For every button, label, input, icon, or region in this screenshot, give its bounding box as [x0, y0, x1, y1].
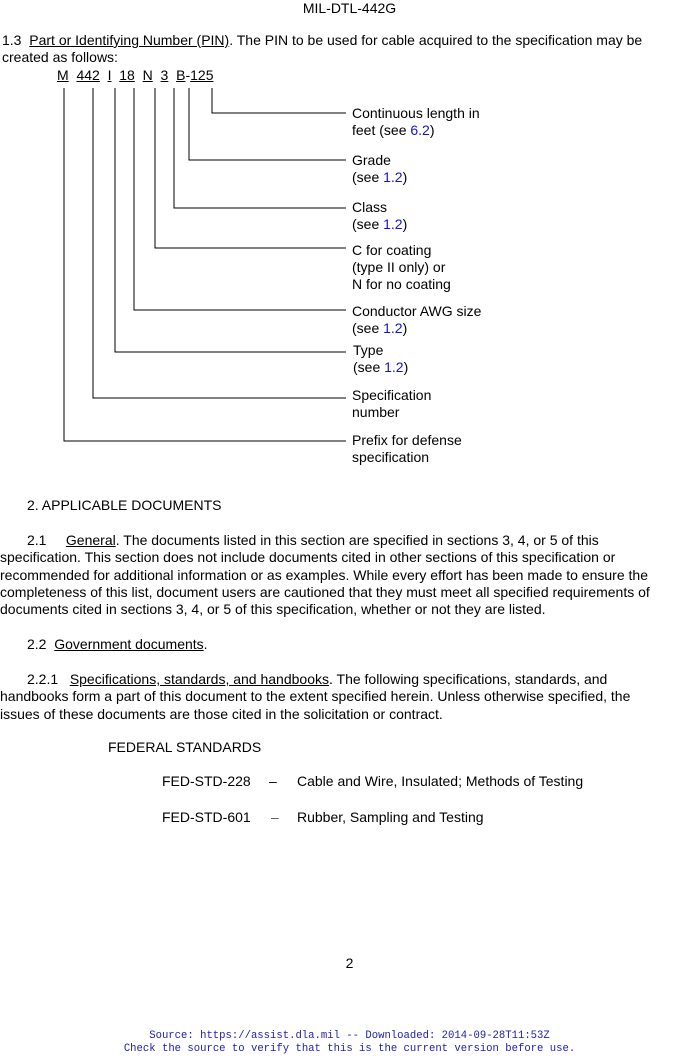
download-footer — [0, 1030, 699, 1056]
ref-link[interactable]: 1.2 — [383, 320, 403, 336]
standard-title: Rubber, Sampling and Testing — [297, 809, 484, 825]
pin-label-coating: C for coating (type II only) or N for no coating — [352, 242, 451, 292]
running-header: MIL-DTL-442G — [302, 0, 397, 16]
leader-prefix — [64, 88, 346, 441]
section-2-2: 2.2 Government documents. — [27, 636, 208, 652]
ref-link[interactable]: 1.2 — [383, 169, 403, 185]
pin-part-coating: N — [142, 67, 153, 83]
pin-label-class: Class (see 1.2) — [352, 199, 408, 232]
federal-standards-heading: FEDERAL STANDARDS — [108, 739, 262, 755]
section-text: . The PIN to be used for cable acquired to the specification may be — [229, 32, 643, 48]
section-heading: General — [65, 532, 116, 548]
standard-title: Cable and Wire, Insulated; Methods of Testing — [297, 773, 584, 789]
pin-part-length: 125 — [190, 67, 214, 83]
standard-item — [162, 809, 251, 826]
pin-label-length: Continuous length in feet (see 6.2) — [352, 105, 480, 138]
section-heading: Part or Identifying Number (PIN) — [29, 32, 230, 48]
leader-length — [212, 88, 346, 113]
pin-label-spec: Specification number — [352, 387, 432, 420]
pin-part-type: I — [107, 67, 112, 83]
ref-link[interactable]: 6.2 — [410, 122, 430, 138]
pin-leader-lines — [0, 0, 699, 480]
leader-grade — [189, 88, 346, 160]
footer-notice: Check the source to verify that this is the current version before use. — [123, 1043, 576, 1055]
section-2-heading: 2. APPLICABLE DOCUMENTS — [27, 497, 222, 513]
pin-label-type: Type (see 1.2) — [353, 342, 409, 375]
section-heading: Government documents — [54, 636, 204, 652]
standard-dash: – — [271, 809, 279, 825]
section-number: 1.3 — [2, 32, 22, 48]
pin-part-class: 3 — [160, 67, 169, 83]
pin-part-spec: 442 — [76, 67, 100, 83]
leader-awg — [134, 88, 346, 310]
leader-type — [115, 88, 346, 352]
pin-label-grade: Grade (see 1.2) — [352, 152, 408, 185]
page-number: 2 — [345, 955, 354, 971]
standard-id: FED-STD-601 — [162, 809, 251, 825]
section-2-2-1: 2.2.1 Specifications, standards, and handbooks. The following specifications, standards, and handbooks form a part of this document to the extent specified herein. Unless otherwise specified, the issues of these documents are those cited in the solicitation or contract. — [0, 671, 631, 722]
pin-part-dash: - — [185, 67, 191, 83]
standard-id: FED-STD-228 — [162, 773, 251, 789]
footer-source: Source: https://assist.dla.mil -- Downloaded: 2014-09-28T11:53Z — [149, 1030, 550, 1042]
section-1-3-line2: created as follows: — [2, 49, 118, 65]
ref-link[interactable]: 1.2 — [384, 359, 404, 375]
section-2-1: 2.1 General. The documents listed in this section are specified in sections 3, 4, or 5 of this specification. This section does not include documents cited in other sections of this specification or recommended for additional information or as examples. While every effort has been made to ensure the completeness of this list, document users are cautioned that they must meet all specified requirements of documents cited in sections 3, 4, or 5 of this specification, whether or not they are listed. — [0, 532, 650, 618]
section-heading: Specifications, standards, and handbooks — [69, 671, 329, 687]
pin-label-awg: Conductor AWG size (see 1.2) — [352, 303, 482, 336]
pin-label-prefix: Prefix for defense specification — [352, 432, 462, 465]
pin-part-grade: B — [176, 67, 186, 83]
standard-dash: – — [269, 773, 277, 789]
leader-class — [174, 88, 346, 208]
leader-coating — [155, 88, 346, 248]
standard-item — [162, 773, 251, 790]
pin-part-prefix: M — [57, 67, 69, 83]
ref-link[interactable]: 1.2 — [383, 216, 403, 232]
pin-part-awg: 18 — [119, 67, 135, 83]
